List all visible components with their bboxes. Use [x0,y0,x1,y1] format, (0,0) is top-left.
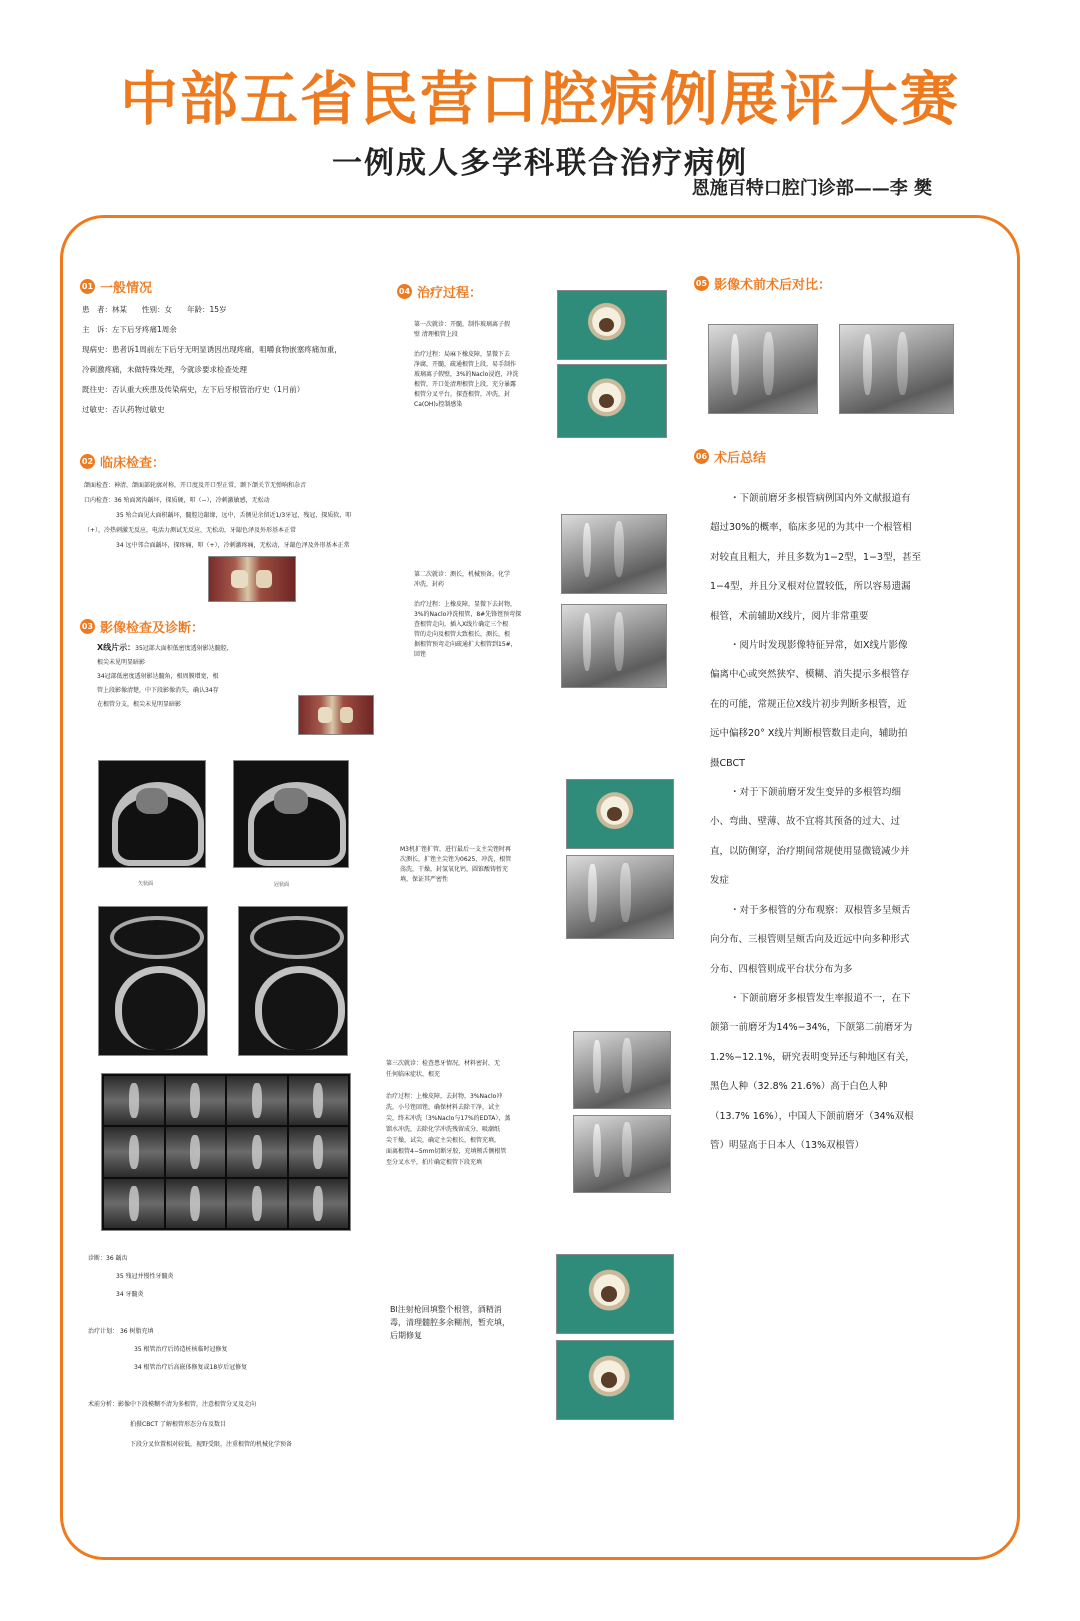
line: 过敏史：否认药物过敏史 [82,405,165,414]
periapical-xray-1 [561,514,667,594]
clinical-photo-2 [557,364,667,438]
section-3-number: 03 [80,619,95,634]
line: 管）明显高于日本人（13%双根管） [710,1139,865,1151]
cbct-slice-grid [101,1073,351,1231]
line: 口内检查：36 殆面窝沟龋坏，探质硬，叩（−），冷刺激敏感，无松动 [84,497,270,504]
line: 冲洗，封药 [414,581,445,588]
xray-findings [97,641,233,712]
line: 第一次就诊：开髓，制作玻璃离子假 [414,321,511,328]
line: 在根管分支，根尖未见明显暗影 [97,701,182,708]
intraoral-photo [208,556,296,602]
line: 馏水冲洗，去除化学冲洗残留成分，吸潮纸 [386,1126,501,1133]
line: 治疗过程：局麻下橡皮障，显微下去 [414,351,511,358]
line: 壁 清理根管上段 [414,331,458,338]
section-6-header [694,447,766,466]
line: 根尖未见明显暗影 [97,659,146,666]
line: （13.7% 16%），中国人下颌前磨牙（34%双根 [710,1110,914,1122]
postop-xray [839,324,954,414]
line: 主 诉：左下后牙疼痛1周余 [82,325,177,334]
line: 填，保证其严密性 [400,876,449,883]
section-4-header [397,282,482,301]
line: 根管，术前辅助X线片，阅片非常重要 [710,610,869,622]
section-1-number: 01 [80,279,95,294]
section-2-title: 临床检查： [100,456,166,471]
line: 查根管走向，插入X线片确定三个根 [414,621,509,628]
slice [227,1179,287,1228]
line: 34 牙髓炎 [116,1291,144,1298]
section-5-header [694,274,831,293]
line: M3机扩锉扩管，进行最后一支主尖锉时再 [400,846,511,853]
line: 摄CBCT [710,757,745,769]
slice [104,1179,164,1228]
slice [166,1127,226,1176]
section-2-number: 02 [80,454,95,469]
clinical-photo-3 [566,779,674,849]
visit-2-text [414,570,521,660]
xray-line: 35冠部大面积低密度透射影达髓腔， [135,645,233,652]
clinical-photo-4 [556,1254,674,1334]
periapical-xray-3 [566,855,674,939]
clinical-photo-5 [556,1340,674,1420]
line: 玻璃离子假壁，3%的Naclo浸泡，冲洗 [414,371,519,378]
visit-2b-text [400,845,511,885]
intraoral-photo-2 [298,695,374,735]
summary-body [710,484,921,1160]
line: 偏离中心或突然狭窄、模糊、消失提示多根管存 [710,669,910,681]
line: 管上段影像清楚，中下段影像消失，确认34存 [97,687,219,694]
visit-3-text [386,1058,510,1168]
line: 后期修复 [390,1331,422,1340]
line: 既往史：否认重大疾患及传染病史，左下后牙根管治疗史（1月前） [82,385,305,394]
section-3-header [80,617,204,636]
slice [166,1076,226,1125]
section-4-title: 治疗过程： [417,286,483,301]
line: 第三次就诊：检查患牙情况，材料密封，无 [386,1060,501,1067]
line: 1.2%−12.1%，研究表明变异还与种地区有关， [710,1051,915,1063]
line: （+），冷热刺激无反应，电活力测试无反应，无松动，牙龈色泽及外形基本正常 [84,527,297,534]
line: 第二次就诊：测长，机械预备，化学 [414,571,511,578]
line: 34 根管治疗后高嵌体修复或18岁后冠修复 [134,1364,248,1371]
preop-xray [708,324,818,414]
line: 冷刺激疼痛，未做特殊处理，今就诊要求检查处理 [82,365,247,374]
line: 拍摄CBCT 了解根管形态分布及数目 [130,1421,226,1428]
line: ・对于下颌前磨牙发生变异的多根管均细 [730,787,902,799]
caption-coronal: 冠状面 [274,882,290,888]
line: 34 远中邻合面龋坏，探疼痛，叩（+），冷刺激疼痛，无松动，牙龈色泽及外形基本正常 [116,542,350,549]
line: 下段分叉位置相对较低，视野受限，注重根管的机械化学预备 [130,1441,293,1448]
line: 治疗过程：上橡皮障，显微下去封物， [414,601,517,608]
line: 毒，清理髓腔多余糊剂，暂充填， [390,1318,510,1327]
section-4-number: 04 [397,284,412,299]
line: 颌第一前磨牙为14%−34%，下颌第二前磨牙为 [710,1022,913,1034]
line: 至分叉水平，拍片确定根管下段充填 [386,1159,483,1166]
line: 34冠部低密度透射影达髓角，根周膜增宽，根 [97,673,219,680]
line: 小、弯曲、壁薄、故不宜将其预备的过大、过 [710,816,901,828]
plan-label: 治疗计划： [88,1328,119,1335]
line: 尖，终末冲洗（3%Naclo与17%的EDTA），蒸 [386,1115,511,1122]
line: 超过30%的概率，临床多见的为其中一个根管相 [710,522,912,534]
preop-analysis-block [88,1395,292,1455]
section-2-header [80,452,165,471]
line: 净腐，开髓，疏通根管上段，易手制作 [414,361,517,368]
diagnosis-item: 36 龋齿 [106,1255,128,1262]
section-6-number: 06 [694,449,709,464]
line: 分布、四根管则成平台状分布为多 [710,963,853,975]
line: 颌面检查：神清，颌面部轮廓对称，开口度及开口型正常，颞下颌关节无弹响和杂音 [84,482,307,489]
line: ・下颌前磨牙多根管发生率报道不一，在下 [730,992,911,1004]
slice [227,1076,287,1125]
cbct-axial-image-1 [98,906,208,1056]
section-2-body [84,478,351,553]
line: 管的走向及根管大致根长，测长，根 [414,631,511,638]
slice [227,1127,287,1176]
plan-item: 36 树脂充填 [119,1328,154,1335]
treatment-plan-block [88,1323,247,1377]
line: ・下颌前磨牙多根管病例国内外文献报道有 [730,493,911,504]
line: 治疗过程：上橡皮障，去封物，3%Naclo冲 [386,1093,503,1100]
slice [289,1076,349,1125]
caption-sagittal: 矢状面 [138,881,154,887]
slice [289,1127,349,1176]
section-1-title: 一般情况 [100,281,153,296]
line [97,641,233,656]
poster-title: 中部五省民营口腔病例展评大赛 [119,65,960,133]
line: 任何临床症状，根充 [386,1071,441,1078]
line: 35 根管治疗后铸造桩核临时冠修复 [134,1346,228,1353]
visit-4-text [390,1303,510,1342]
section-5-number: 05 [694,276,709,291]
section-1-header [80,277,152,296]
line: ・阅片时发现影像特征异常，如X线片影像 [730,640,908,652]
line [414,590,521,600]
poster-author: 恩施百特口腔门诊部——李 樊 [691,178,932,199]
line: 35 残冠并慢性牙髓炎 [116,1273,174,1280]
section-3-title: 影像检查及诊断： [100,621,205,636]
line: 对较直且粗大，并且多数为1−2型，1−3型，甚至 [710,551,922,563]
slice [166,1179,226,1228]
visit-1-text [414,320,518,410]
line: Ca(OH)₂控制感染 [414,401,463,408]
cbct-axial-image-2 [238,906,348,1056]
line: 远中偏移20° X线片判断根管数目走向，辅助拍 [710,728,908,740]
line: 洗，小号锉回锉，确保材料去除干净，试主 [386,1104,501,1111]
diagnosis-label: 诊断： [88,1255,107,1262]
line [88,1250,174,1268]
poster-subtitle: 一例成人多学科联合治疗病例 [332,146,748,181]
line: 患 者：林某 性别：女 年龄：15岁 [82,305,227,314]
line: 在的可能，常规正位X线片初步判断多根管，近 [710,698,907,710]
line: 现病史：患者诉1周前左下后牙无明显诱因出现疼痛，咀嚼食物嵌塞疼痛加重， [82,345,342,354]
line: 尖干燥，试尖，确定主尖根长，根管充填， [386,1137,501,1144]
line: 回锉 [414,651,427,658]
section-1-body [82,300,342,420]
line: 向分布、三根管则呈颊舌向及近远中向多种形式 [710,934,910,946]
line: 直，以防侧穿，治疗期间常规使用显微镜减少并 [710,845,910,857]
line: 1−4型，并且分叉根对位置较低，所以容易遗漏 [710,581,911,593]
analysis-label: 术前分析： [88,1401,119,1408]
line: Bl注射枪回填整个根管，酒精消 [390,1305,502,1314]
line: 发症 [710,875,730,887]
section-6-title: 术后总结 [714,451,767,466]
line [386,1080,510,1091]
line: 黑色人种（32.8% 21.6%）高于白色人种 [710,1081,888,1093]
line: ・对于多根管的分布观察：双根管多呈颊舌 [730,904,911,916]
line: 根管分叉平台，探查根管，冲洗，封 [414,391,511,398]
periapical-xray-4 [573,1031,671,1109]
line: 3%的Naclo冲洗根管，8#先锋锉预弯探 [414,611,522,618]
diagnosis-block [88,1250,174,1304]
line: 35 殆合面见大面积龋坏，髓腔边龈缘，远中，舌侧见余留近1/3牙冠，残冠，探质软，叩 [116,512,352,519]
cbct-coronal-image [233,760,349,868]
line: 根管，开口处清理根管上段，充分暴露 [414,381,517,388]
line: 荡洗，干燥，封氢氧化钙，圆锥酸铸暂充 [400,866,509,873]
line [88,1323,247,1341]
slice [289,1179,349,1228]
line: 次测长，扩锉主尖锉为0625，冲洗，根管 [400,856,512,863]
section-5-title: 影像术前术后对比： [714,278,832,293]
slice [104,1076,164,1125]
line [414,340,518,350]
xray-label: X线片示： [97,643,136,652]
line: 面离根管4−5mm切断牙胶，充填颊舌侧根管 [386,1148,507,1155]
periapical-xray-2 [561,604,667,688]
cbct-sagittal-image [98,760,206,868]
line: 据根管预弯走向疏通扩大根管到15#， [414,641,517,648]
clinical-photo-1 [557,290,667,360]
analysis-item: 影像中下段模糊不清为多根管，注意根管分叉及走向 [118,1401,257,1408]
line [88,1395,292,1415]
periapical-xray-5 [573,1115,671,1193]
slice [104,1127,164,1176]
